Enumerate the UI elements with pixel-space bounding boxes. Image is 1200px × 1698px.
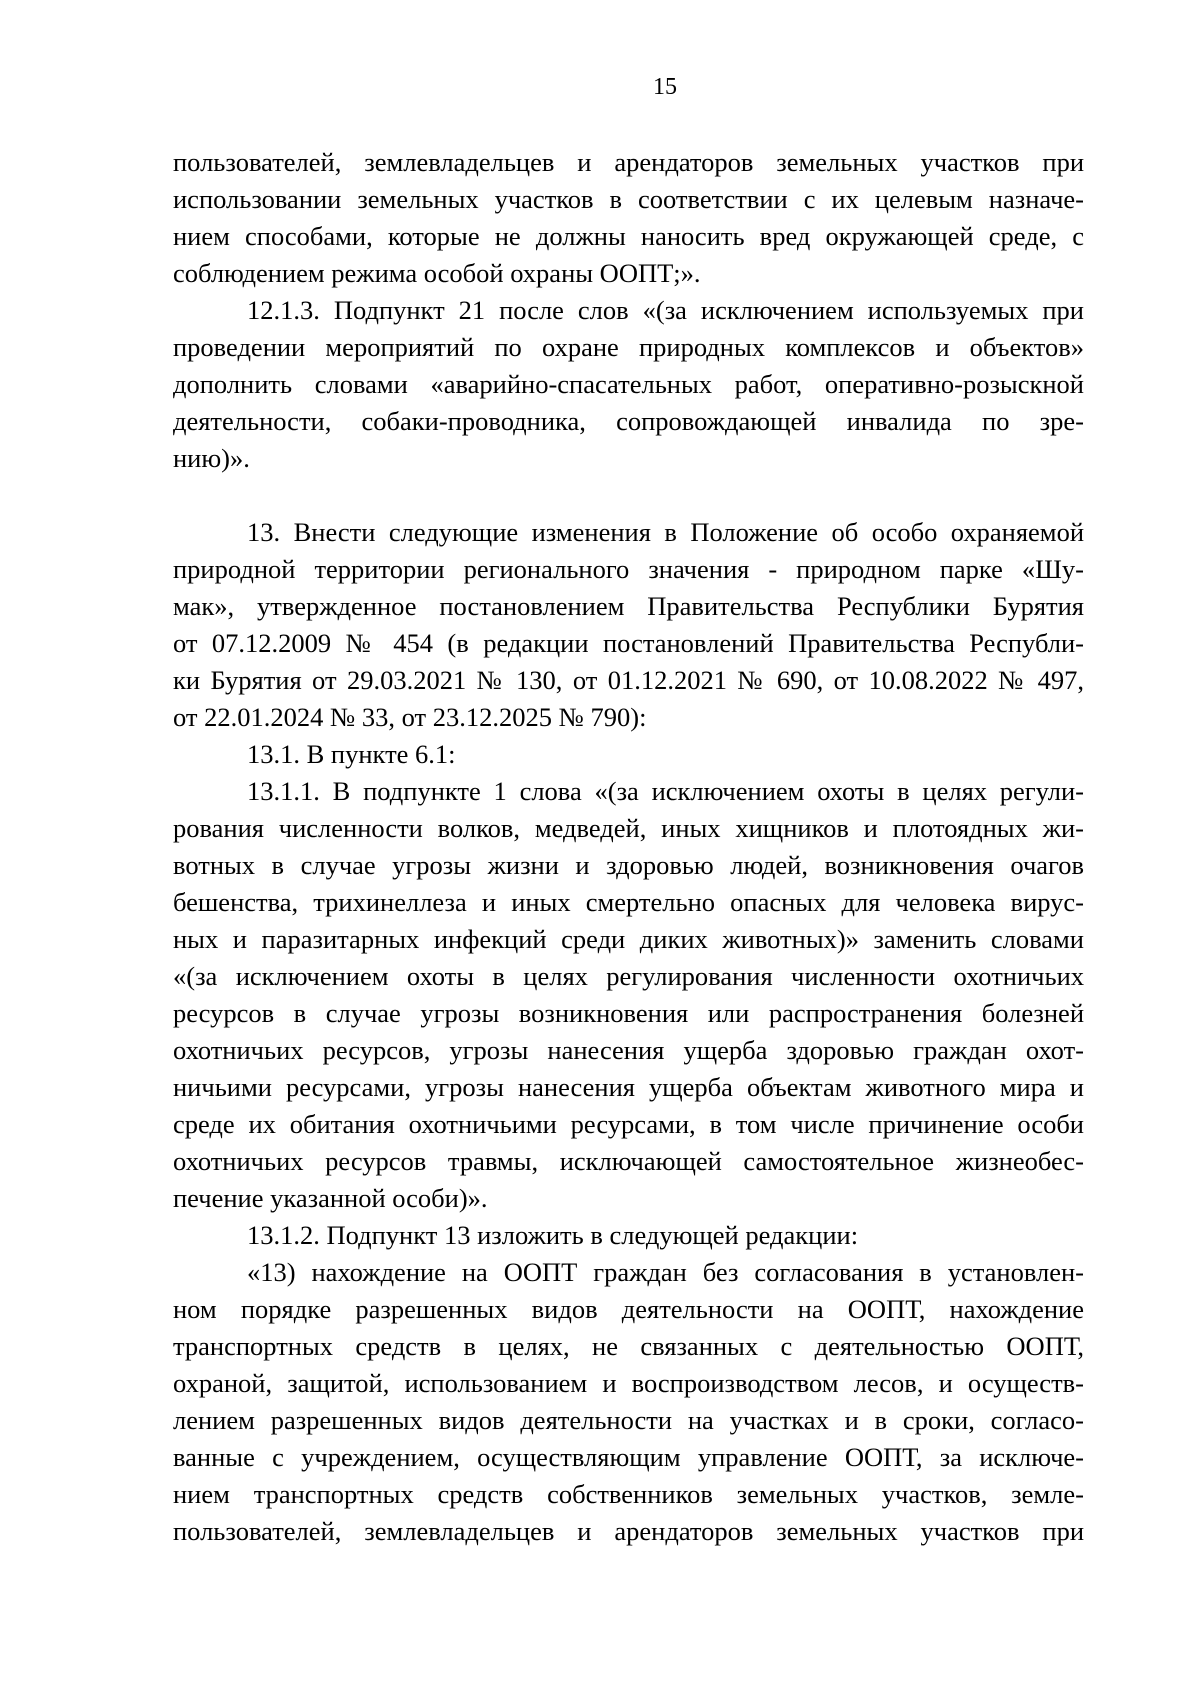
text-line: деятельности, собаки-проводника, сопровождающей инвалида по зре- [173,406,1084,436]
text-line: «(за исключением охоты в целях регулирования численности охотничьих [173,961,1084,991]
text-line: ванные с учреждением, осуществляющим управление ООПТ, за исключе- [173,1442,1084,1472]
text-line: ном порядке разрешенных видов деятельности на ООПТ, нахождение [173,1294,1084,1324]
text-line: бешенства, трихинеллеза и иных смертельно опасных для человека вирус- [173,887,1084,917]
text-line: нию)». [173,443,250,473]
text-line: пользователей, землевладельцев и арендаторов земельных участков при [173,1516,1084,1546]
text-line: нием транспортных средств собственников земельных участков, земле- [173,1479,1084,1509]
paragraph-13-1-2: 13.1.2. Подпункт 13 изложить в следующей редакции: [247,1220,859,1250]
paragraph-13-1: 13.1. В пункте 6.1: [247,739,456,769]
text-line: соблюдением режима особой охраны ООПТ;». [173,258,701,288]
page-number: 15 [653,74,677,100]
text-line: пользователей, землевладельцев и арендаторов земельных участков при [173,147,1084,177]
text-line: охраной, защитой, использованием и воспроизводством лесов, и осуществ- [173,1368,1084,1398]
text-line: ничьими ресурсами, угрозы нанесения ущерба объектам животного мира и [173,1072,1084,1102]
text-line: транспортных средств в целях, не связанных с деятельностью ООПТ, [173,1331,1084,1361]
text-line: ки Бурятия от 29.03.2021 № 130, от 01.12.2021 № 690, от 10.08.2022 № 497, [173,665,1084,695]
text-line: охотничьих ресурсов травмы, исключающей самостоятельное жизнеобес- [173,1146,1084,1176]
text-line: дополнить словами «аварийно-спасательных работ, оперативно-розыскной [173,369,1084,399]
text-line: лением разрешенных видов деятельности на участках и в сроки, согласо- [173,1405,1084,1435]
text-line: ных и паразитарных инфекций среди диких животных)» заменить словами [173,924,1084,954]
text-line: вотных в случае угрозы жизни и здоровью людей, возникновения очагов [173,850,1084,880]
paragraph-12-1-3: 12.1.3. Подпункт 21 после слов «(за исключением используемых при [247,295,1084,325]
text-line: среде их обитания охотничьими ресурсами, в том числе причинение особи [173,1109,1084,1139]
paragraph-13: 13. Внести следующие изменения в Положение об особо охраняемой [247,517,1084,547]
text-line: нием способами, которые не должны наносить вред окружающей среде, с [173,221,1084,251]
text-line: мак», утвержденное постановлением Правительства Республики Бурятия [173,591,1084,621]
paragraph-13-1-1: 13.1.1. В подпункте 1 слова «(за исключением охоты в целях регули- [247,776,1084,806]
document-body [173,144,1084,1550]
text-line: ресурсов в случае угрозы возникновения или распространения болезней [173,998,1084,1028]
text-line: от 07.12.2009 № 454 (в редакции постановлений Правительства Республи- [173,628,1084,658]
text-line: от 22.01.2024 № 33, от 23.12.2025 № 790): [173,702,647,732]
text-line: охотничьих ресурсов, угрозы нанесения ущерба здоровью граждан охот- [173,1035,1084,1065]
text-line: рования численности волков, медведей, иных хищников и плотоядных жи- [173,813,1084,843]
text-line: печение указанной особи)». [173,1183,488,1213]
text-line: природной территории регионального значения - природном парке «Шу- [173,554,1084,584]
paragraph-quote-13: «13) нахождение на ООПТ граждан без согласования в установлен- [247,1257,1084,1287]
text-line: проведении мероприятий по охране природных комплексов и объектов» [173,332,1084,362]
paragraph-gap [173,477,1084,514]
text-line: использовании земельных участков в соответствии с их целевым назначе- [173,184,1084,214]
